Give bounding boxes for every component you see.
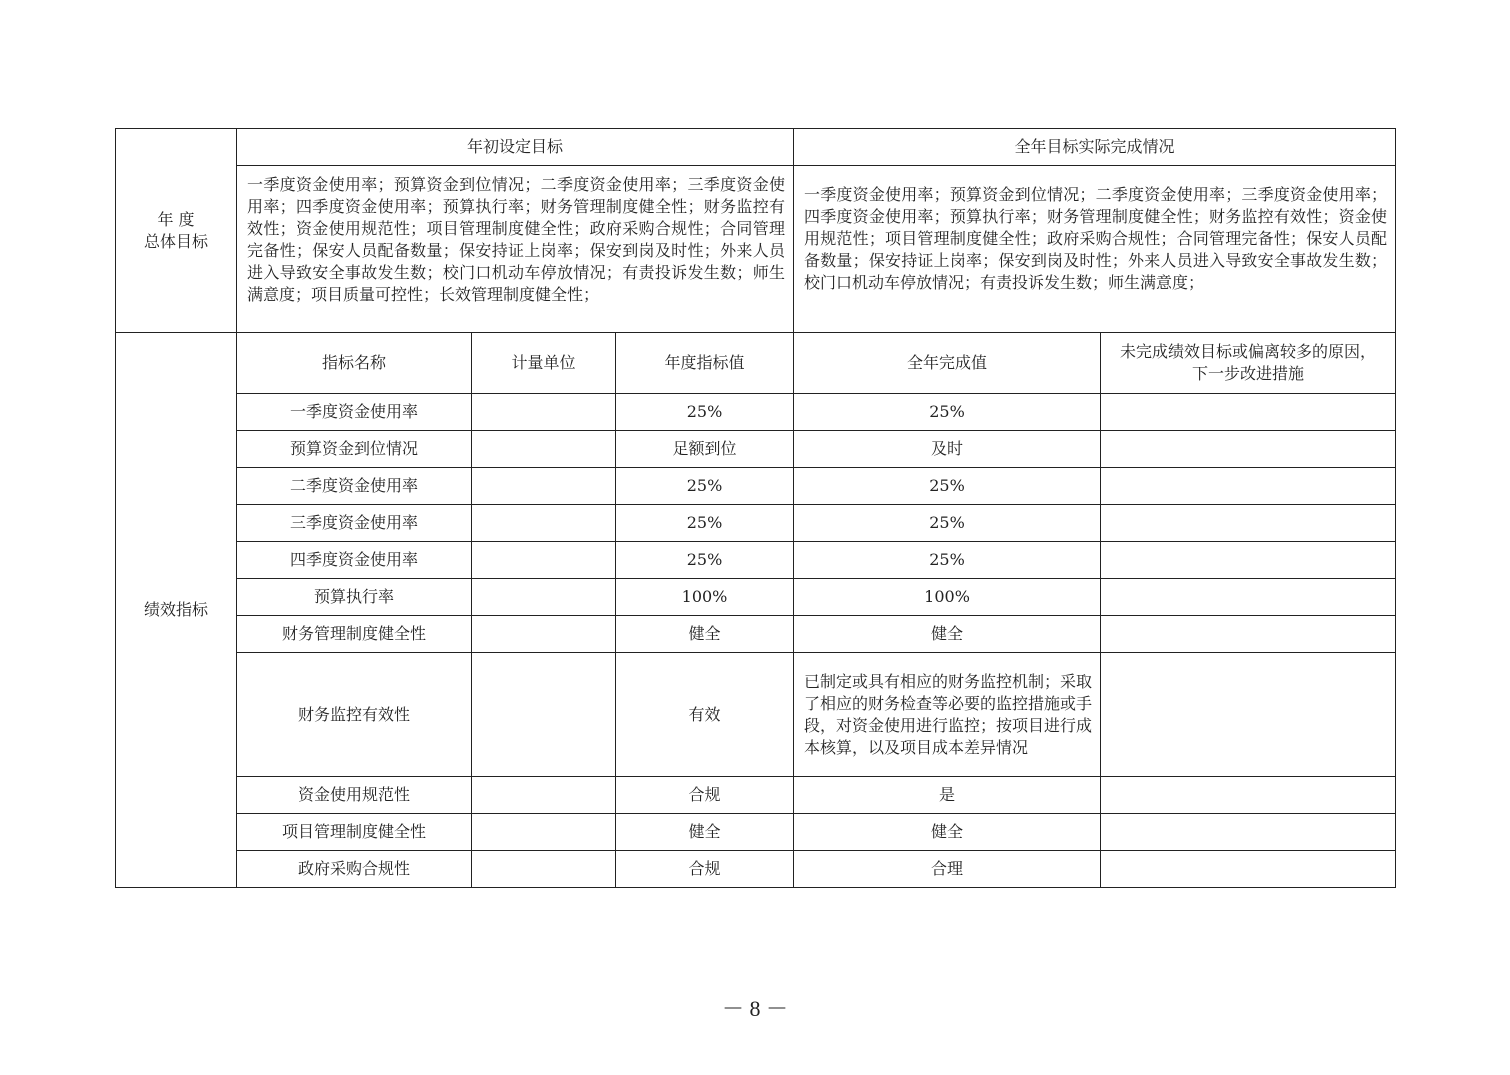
- cell-target: 25%: [616, 505, 794, 542]
- cell-name: 四季度资金使用率: [237, 542, 472, 579]
- cell-reason: [1101, 616, 1396, 653]
- table-row: [116, 579, 1396, 616]
- cell-name: 项目管理制度健全性: [237, 814, 472, 851]
- header-reason: 未完成绩效目标或偏离较多的原因，下一步改进措施: [1101, 333, 1396, 394]
- cell-actual: 100%: [794, 579, 1101, 616]
- cell-name: 资金使用规范性: [237, 777, 472, 814]
- cell-actual: 是: [794, 777, 1101, 814]
- performance-table: [115, 128, 1396, 888]
- actual-goal-header: 全年目标实际完成情况: [794, 129, 1396, 166]
- cell-unit: [472, 616, 616, 653]
- cell-target: 25%: [616, 468, 794, 505]
- table-row: [116, 851, 1396, 888]
- cell-name: 一季度资金使用率: [237, 394, 472, 431]
- table-row: [116, 653, 1396, 777]
- header-target: 年度指标值: [616, 333, 794, 394]
- cell-actual: 合理: [794, 851, 1101, 888]
- cell-target: 健全: [616, 814, 794, 851]
- cell-actual: 25%: [794, 542, 1101, 579]
- cell-name: 二季度资金使用率: [237, 468, 472, 505]
- table-row: [116, 394, 1396, 431]
- cell-unit: [472, 851, 616, 888]
- page-number: － 8 －: [721, 996, 788, 1021]
- cell-actual: 健全: [794, 616, 1101, 653]
- cell-unit: [472, 468, 616, 505]
- cell-actual: 已制定或具有相应的财务监控机制；采取了相应的财务检查等必要的监控措施或手段，对资金使用进行监控；按项目进行成本核算，以及项目成本差异情况: [794, 653, 1101, 777]
- table-row: [116, 777, 1396, 814]
- header-unit: 计量单位: [472, 333, 616, 394]
- cell-name: 财务管理制度健全性: [237, 616, 472, 653]
- cell-unit: [472, 431, 616, 468]
- overall-goal-label: 年 度 总体目标: [116, 129, 237, 333]
- cell-reason: [1101, 851, 1396, 888]
- table-row: [116, 616, 1396, 653]
- cell-name: 三季度资金使用率: [237, 505, 472, 542]
- table-row: [116, 542, 1396, 579]
- cell-unit: [472, 505, 616, 542]
- cell-name: 财务监控有效性: [237, 653, 472, 777]
- cell-reason: [1101, 814, 1396, 851]
- actual-goal-text: 一季度资金使用率；预算资金到位情况；二季度资金使用率；三季度资金使用率；四季度资金使用率；预算执行率；财务管理制度健全性；财务监控有效性；资金使用规范性；项目管理制度健全性；政府采购合规性；合同管理完备性；保安人员配备数量；保安持证上岗率；保安到岗及时性；外来人员进入导致安全事故发生数；校门口机动车停放情况；有责投诉发生数；师生满意度；: [794, 166, 1396, 333]
- cell-actual: 25%: [794, 394, 1101, 431]
- cell-reason: [1101, 505, 1396, 542]
- table-row: [116, 468, 1396, 505]
- cell-actual: 25%: [794, 505, 1101, 542]
- cell-actual: 25%: [794, 468, 1101, 505]
- cell-unit: [472, 653, 616, 777]
- cell-reason: [1101, 777, 1396, 814]
- cell-unit: [472, 777, 616, 814]
- cell-name: 预算执行率: [237, 579, 472, 616]
- cell-reason: [1101, 579, 1396, 616]
- planned-goal-header: 年初设定目标: [237, 129, 794, 166]
- cell-reason: [1101, 653, 1396, 777]
- cell-target: 25%: [616, 394, 794, 431]
- cell-reason: [1101, 542, 1396, 579]
- cell-name: 预算资金到位情况: [237, 431, 472, 468]
- cell-target: 合规: [616, 777, 794, 814]
- cell-target: 健全: [616, 616, 794, 653]
- cell-unit: [472, 579, 616, 616]
- cell-target: 有效: [616, 653, 794, 777]
- cell-unit: [472, 814, 616, 851]
- cell-name: 政府采购合规性: [237, 851, 472, 888]
- cell-actual: 及时: [794, 431, 1101, 468]
- planned-goal-text: 一季度资金使用率；预算资金到位情况；二季度资金使用率；三季度资金使用率；四季度资金使用率；预算执行率；财务管理制度健全性；财务监控有效性；资金使用规范性；项目管理制度健全性；政府采购合规性；合同管理完备性；保安人员配备数量；保安持证上岗率；保安到岗及时性；外来人员进入导致安全事故发生数；校门口机动车停放情况；有责投诉发生数；师生满意度；项目质量可控性；长效管理制度健全性；: [237, 166, 794, 333]
- cell-unit: [472, 542, 616, 579]
- indicators-label: 绩效指标: [116, 333, 237, 888]
- table-row: [116, 431, 1396, 468]
- cell-unit: [472, 394, 616, 431]
- cell-reason: [1101, 394, 1396, 431]
- cell-reason: [1101, 431, 1396, 468]
- cell-reason: [1101, 468, 1396, 505]
- table-row: [116, 505, 1396, 542]
- cell-target: 25%: [616, 542, 794, 579]
- cell-target: 足额到位: [616, 431, 794, 468]
- cell-target: 合规: [616, 851, 794, 888]
- header-indicator-name: 指标名称: [237, 333, 472, 394]
- cell-actual: 健全: [794, 814, 1101, 851]
- table-row: [116, 814, 1396, 851]
- cell-target: 100%: [616, 579, 794, 616]
- header-actual: 全年完成值: [794, 333, 1101, 394]
